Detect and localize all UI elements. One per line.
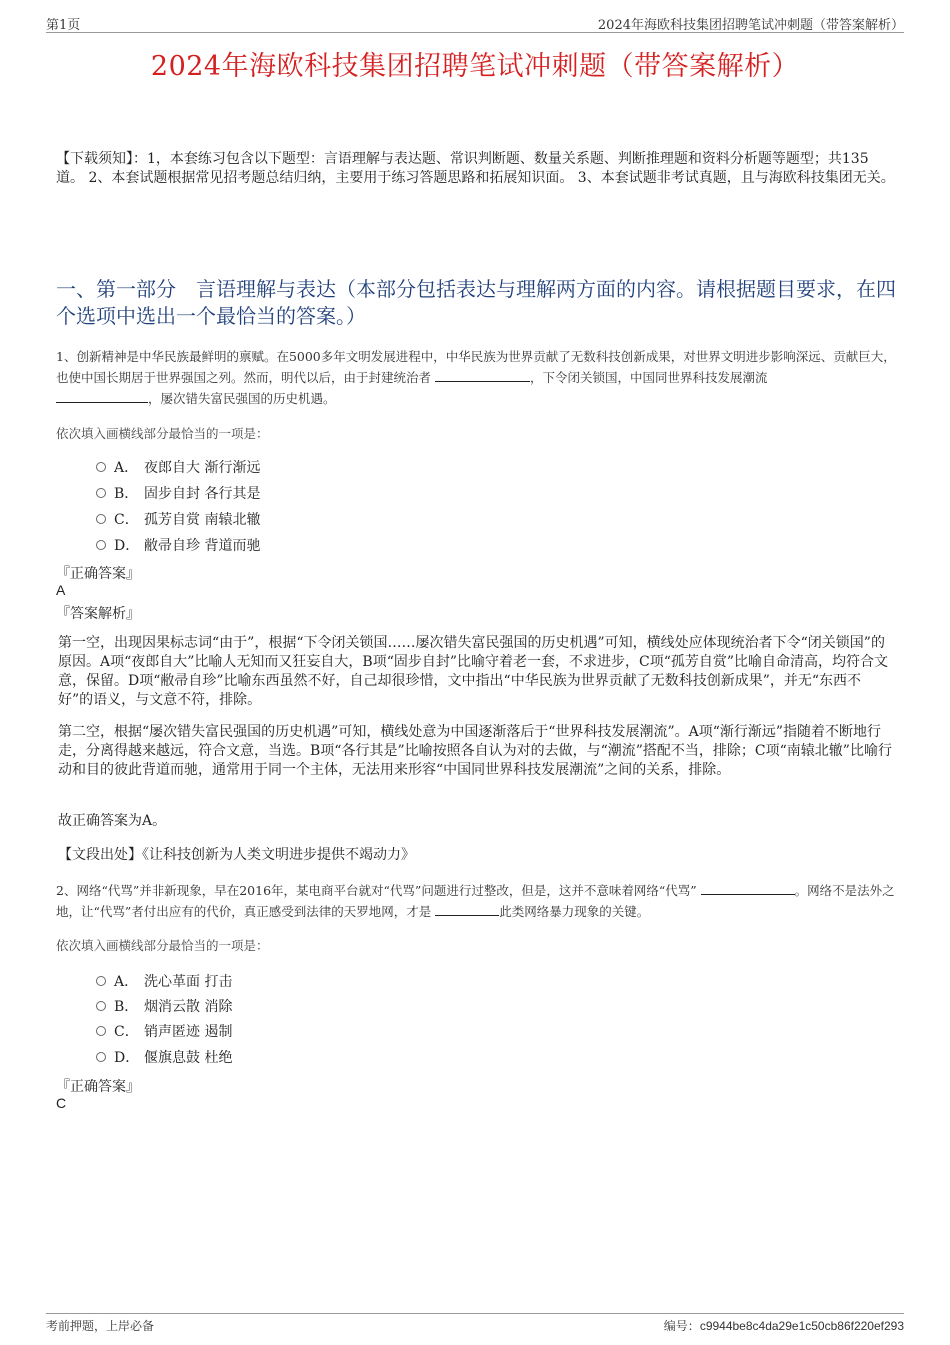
blank-line: [435, 369, 530, 382]
question-1-answer: A: [56, 582, 66, 598]
option-letter: A．: [114, 460, 139, 476]
question-2-option-a[interactable]: [96, 971, 232, 991]
option-text: 敝帚自珍 背道而驰: [144, 538, 261, 554]
question-1-analysis-paragraph-2: 第二空，根据“屡次错失富民强国的历史机遇”可知，横线处意为中国逐渐落后于“世界科技发展潮流”。A项“渐行渐远”指随着不断地行走，分离得越来越远，符合文意，当选。B项“各行其是”比喻按照各自认为对的去做，与“潮流”搭配不当，排除；C项“南辕北辙”比喻行动和目的彼此背道而驰，通常用于同一个主体，无法用来形容“中国同世界科技发展潮流”之间的关系，排除。: [58, 724, 892, 778]
question-2-option-b[interactable]: [96, 996, 232, 1016]
option-letter: C．: [114, 512, 139, 528]
radio-icon[interactable]: [96, 514, 106, 524]
question-1-instruction: 依次填入画横线部分最恰当的一项是：: [56, 426, 269, 441]
question-2-stem-part-b: 。网络不是法外之地，让“代骂”者付出应有的代价，真正感受到法律的天罗地网，才是: [56, 883, 895, 919]
question-2-instruction: 依次填入画横线部分最恰当的一项是：: [56, 938, 269, 953]
radio-icon[interactable]: [96, 1026, 106, 1036]
blank-line: [56, 390, 148, 403]
question-2-stem-part-a: 2、网络“代骂”并非新现象，早在2016年，某电商平台就对“代骂”问题进行过整改，但是，这并不意味着网络“代骂”: [56, 883, 697, 898]
option-text: 孤芳自赏 南辕北辙: [144, 512, 261, 528]
option-letter: B．: [114, 486, 139, 502]
page-footer: [46, 1313, 904, 1336]
question-1-option-a[interactable]: [96, 457, 260, 477]
radio-icon[interactable]: [96, 540, 106, 550]
radio-icon[interactable]: [96, 976, 106, 986]
option-text: 夜郎自大 渐行渐远: [144, 460, 261, 476]
option-letter: B．: [114, 999, 139, 1015]
blank-line: [701, 882, 795, 895]
blank-line: [435, 903, 499, 916]
question-1-option-d[interactable]: [96, 535, 260, 555]
footer-code-label: 编号：: [663, 1319, 700, 1333]
question-2-answer: C: [56, 1095, 67, 1111]
option-letter: C．: [114, 1024, 139, 1040]
question-2-stem: [56, 880, 898, 922]
header-doc-title: 2024年海欧科技集团招聘笔试冲刺题（带答案解析）: [597, 18, 904, 33]
radio-icon[interactable]: [96, 1052, 106, 1062]
footer-code-value: c9944be8c4da29e1c50cb86f220ef293: [699, 1319, 904, 1333]
question-1-stem-part-b: ，下令闭关锁国，中国同世界科技发展潮流: [530, 370, 768, 385]
option-text: 固步自封 各行其是: [144, 486, 261, 502]
question-1-stem-part-a: 1、创新精神是中华民族最鲜明的禀赋。在5000多年文明发展进程中，中华民族为世界贡献了无数科技创新成果，对世界文明进步影响深远、贡献巨大，也使中国长期居于世界强国之列。然而，明代以后，由于封建统治者: [56, 349, 896, 385]
question-1-option-b[interactable]: [96, 483, 260, 503]
question-1-conclusion: 故正确答案为A。: [58, 813, 167, 829]
option-letter: D．: [114, 1050, 140, 1066]
question-1-analysis-label: 『答案解析』: [56, 606, 140, 622]
option-text: 销声匿迹 遏制: [144, 1024, 233, 1040]
section-title: 一、第一部分 言语理解与表达（本部分包括表达与理解两方面的内容。请根据题目要求，在四个选项中选出一个最恰当的答案。）: [56, 277, 896, 328]
footer-code: [664, 1317, 904, 1334]
question-2-option-d[interactable]: [96, 1047, 232, 1067]
download-notice: 【下载须知】：1，本套练习包含以下题型：言语理解与表达题、常识判断题、数量关系题、判断推理题和资料分析题等题型；共135道。 2、本套试题根据常见招考题总结归纳，主要用于练习答题思路和拓展知识面。 3、本套试题非考试真题，且与海欧科技集团无关。: [56, 151, 895, 186]
page-header: [46, 12, 904, 33]
document-title: 2024年海欧科技集团招聘笔试冲刺题（带答案解析）: [150, 51, 800, 82]
question-2-answer-label: 『正确答案』: [56, 1079, 140, 1095]
option-text: 偃旗息鼓 杜绝: [144, 1050, 233, 1066]
page-number: 第1页: [46, 18, 81, 33]
option-text: 洗心革面 打击: [144, 974, 233, 990]
option-letter: A．: [114, 974, 139, 990]
radio-icon[interactable]: [96, 488, 106, 498]
option-letter: D．: [114, 538, 140, 554]
question-1-option-c[interactable]: [96, 509, 260, 529]
question-1-answer-label: 『正确答案』: [56, 566, 140, 582]
question-1-source: 【文段出处】《让科技创新为人类文明进步提供不竭动力》: [58, 847, 415, 863]
option-text: 烟消云散 消除: [144, 999, 233, 1015]
question-2-option-c[interactable]: [96, 1021, 232, 1041]
footer-slogan: 考前押题，上岸必备: [46, 1319, 155, 1333]
radio-icon[interactable]: [96, 462, 106, 472]
question-1-analysis-paragraph-1: 第一空，出现因果标志词“由于”，根据“下令闭关锁国……屡次错失富民强国的历史机遇”可知，横线处应体现统治者下令“闭关锁国”的原因。A项“夜郎自大”比喻人无知而又狂妄自大，B项“固步自封”比喻守着老一套，不求进步，C项“孤芳自赏”比喻自命清高，均符合文意，保留。D项“敝帚自珍”比喻东西虽然不好，自己却很珍惜，文中指出“中华民族为世界贡献了无数科技创新成果”，并无“东西不好”的语义，与文意不符，排除。: [58, 635, 889, 708]
radio-icon[interactable]: [96, 1001, 106, 1011]
question-1-stem: [56, 346, 898, 409]
question-2-stem-part-c: 此类网络暴力现象的关键。: [499, 904, 650, 919]
question-1-stem-part-c: ，屡次错失富民强国的历史机遇。: [148, 391, 336, 406]
